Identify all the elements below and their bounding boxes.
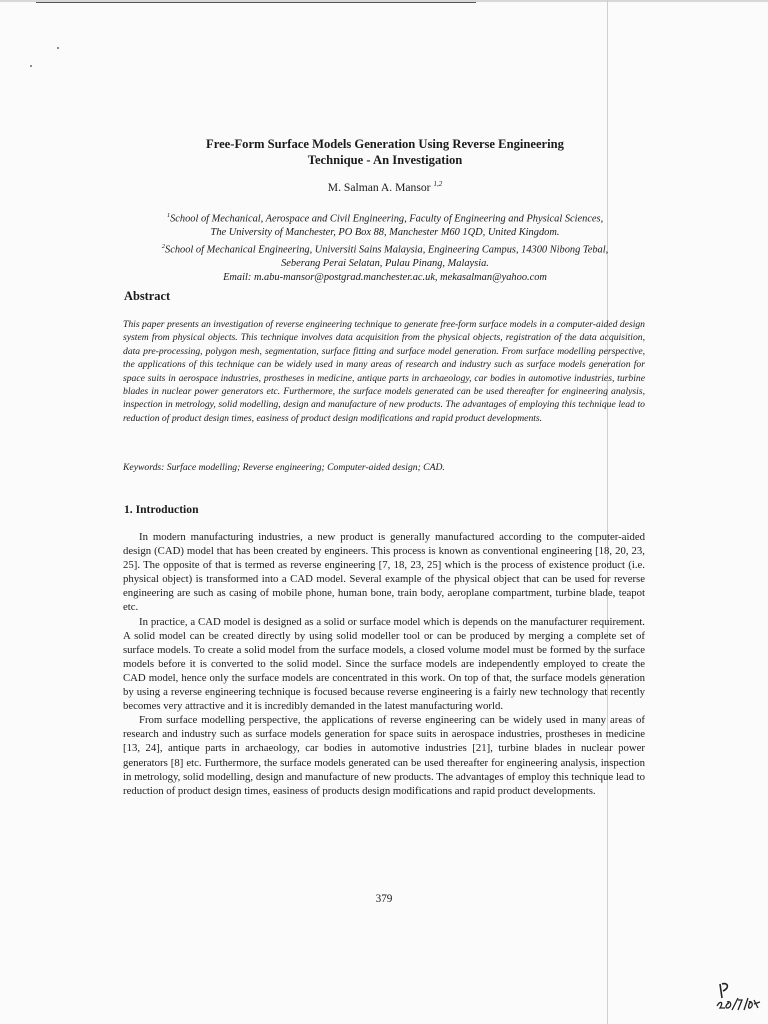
email-text: Email: m.abu-mansor@postgrad.manchester.ac.uk, mekasalman@yahoo.com <box>223 271 547 283</box>
author-superscript: 1,2 <box>433 180 443 188</box>
affiliation-email <box>110 271 660 285</box>
body-paragraph: From surface modelling perspective, the applications of reverse engineering can be widely used in many areas of research and industry such as surface models generation for space suits in aerospace industries, prostheses in medicine [13, 24], antique parts in archaeology, car bodies in automotive industries [21], turbine blades in nuclear power generators [8] etc. Furthermore, the surface models generated can be used thereafter for engineering analysis, inspection in metrology, solid modelling, design and manufacture of new products. The advantages of employ this technique lead to reduction of product design times, easiness of products design modifications and rapid product developments. <box>123 714 645 797</box>
page-number: 379 <box>375 893 393 905</box>
handwritten-date-annotation <box>714 978 764 1016</box>
affiliation-sup: 2 <box>161 242 166 250</box>
affiliation-line <box>110 226 660 240</box>
affiliation-line <box>110 209 660 226</box>
keywords-line <box>123 461 645 474</box>
affiliation-text: School of Mechanical, Aerospace and Civil Engineering, Faculty of Engineering and Physical Sciences, <box>170 213 604 225</box>
section-heading-introduction: 1. Introduction <box>124 503 199 516</box>
keywords-label: Keywords <box>123 462 162 473</box>
affiliation-text: The University of Manchester, PO Box 88, Manchester M60 1QD, United Kingdom. <box>210 227 560 239</box>
author-line <box>200 180 570 194</box>
affiliation-sup: 1 <box>166 212 171 219</box>
abstract-heading: Abstract <box>124 289 171 303</box>
keywords-text: : Surface modelling; Reverse engineering; Computer-aided design; CAD. <box>161 462 445 473</box>
scan-speck <box>57 47 59 49</box>
affiliation-text: Seberang Perai Selatan, Pulau Pinang, Malaysia. <box>281 258 489 270</box>
author-name: M. Salman A. Mansor <box>327 180 431 194</box>
affiliations <box>110 209 660 284</box>
body-paragraph: In practice, a CAD model is designed as a solid or surface model which is depends on the manufacturer requirement. A solid model can be created directly by using solid modeller tool or can be produced by merging a complete set of surface models. To create a solid model from the surface models, a closed volume model must be formed by the surface models before it is converted to the solid model. Since the surface models are independently employed to create the CAD model, hence only the surface models are concentrated in this work. On top of that, the surface models generation by using a reverse engineering technique is focused because reverse engineering is a fairly new technology that recently becomes very attractive and it is incredibly demanded in the latest manufacturing world. <box>123 615 645 713</box>
affiliation-text: School of Mechanical Engineering, Universiti Sains Malaysia, Engineering Campus, 14300 Nibong Tebal, <box>165 244 609 256</box>
scan-header-rule <box>36 2 476 3</box>
affiliation-line <box>110 240 660 257</box>
introduction-body <box>123 530 645 798</box>
abstract-text: This paper presents an investigation of reverse engineering technique to generate free-form surface models in a computer-aided design system from physical objects. This technique involves data acquisition from the physical objects, registration of the data acquisition, data pre-processing, polygon mesh, segmentation, surface fitting and surface model generation. From surface modelling perspective, the applications of this technique can be widely used in many areas of research and industry such as surface models generation for space suits in aerospace industries, prostheses in medicine, antique parts in archaeology, car bodies in automotive industries, turbine blades in nuclear power generators etc. Furthermore, the surface models generated can be used thereafter for engineering analysis, inspection in metrology, solid modelling, design and manufacture of new products. The advantages of employing this technique lead to reduction of product design times, easiness of product design modifications and rapid product developments. <box>123 319 645 424</box>
body-paragraph: In modern manufacturing industries, a new product is generally manufactured according to the computer-aided design (CAD) model that has been created by engineers. This process is known as conventional engineering [18, 20, 23, 25]. The opposite of that is termed as reverse engineering [7, 18, 23, 25] which is the process of existence product (i.e. physical object) is transformed into a CAD model. Several example of the physical object that can be used for reverse engineering are such as casing of mobile phone, human bone, train body, aeroplane compartment, turbine blade, teapot etc. <box>123 531 645 614</box>
paper-title-line-2: Technique - An Investigation <box>307 152 463 167</box>
paper-title <box>130 137 640 168</box>
scan-speck <box>30 65 32 67</box>
paper-title-line-1: Free-Form Surface Models Generation Using Reverse Engineering <box>206 137 564 151</box>
affiliation-line <box>110 257 660 271</box>
